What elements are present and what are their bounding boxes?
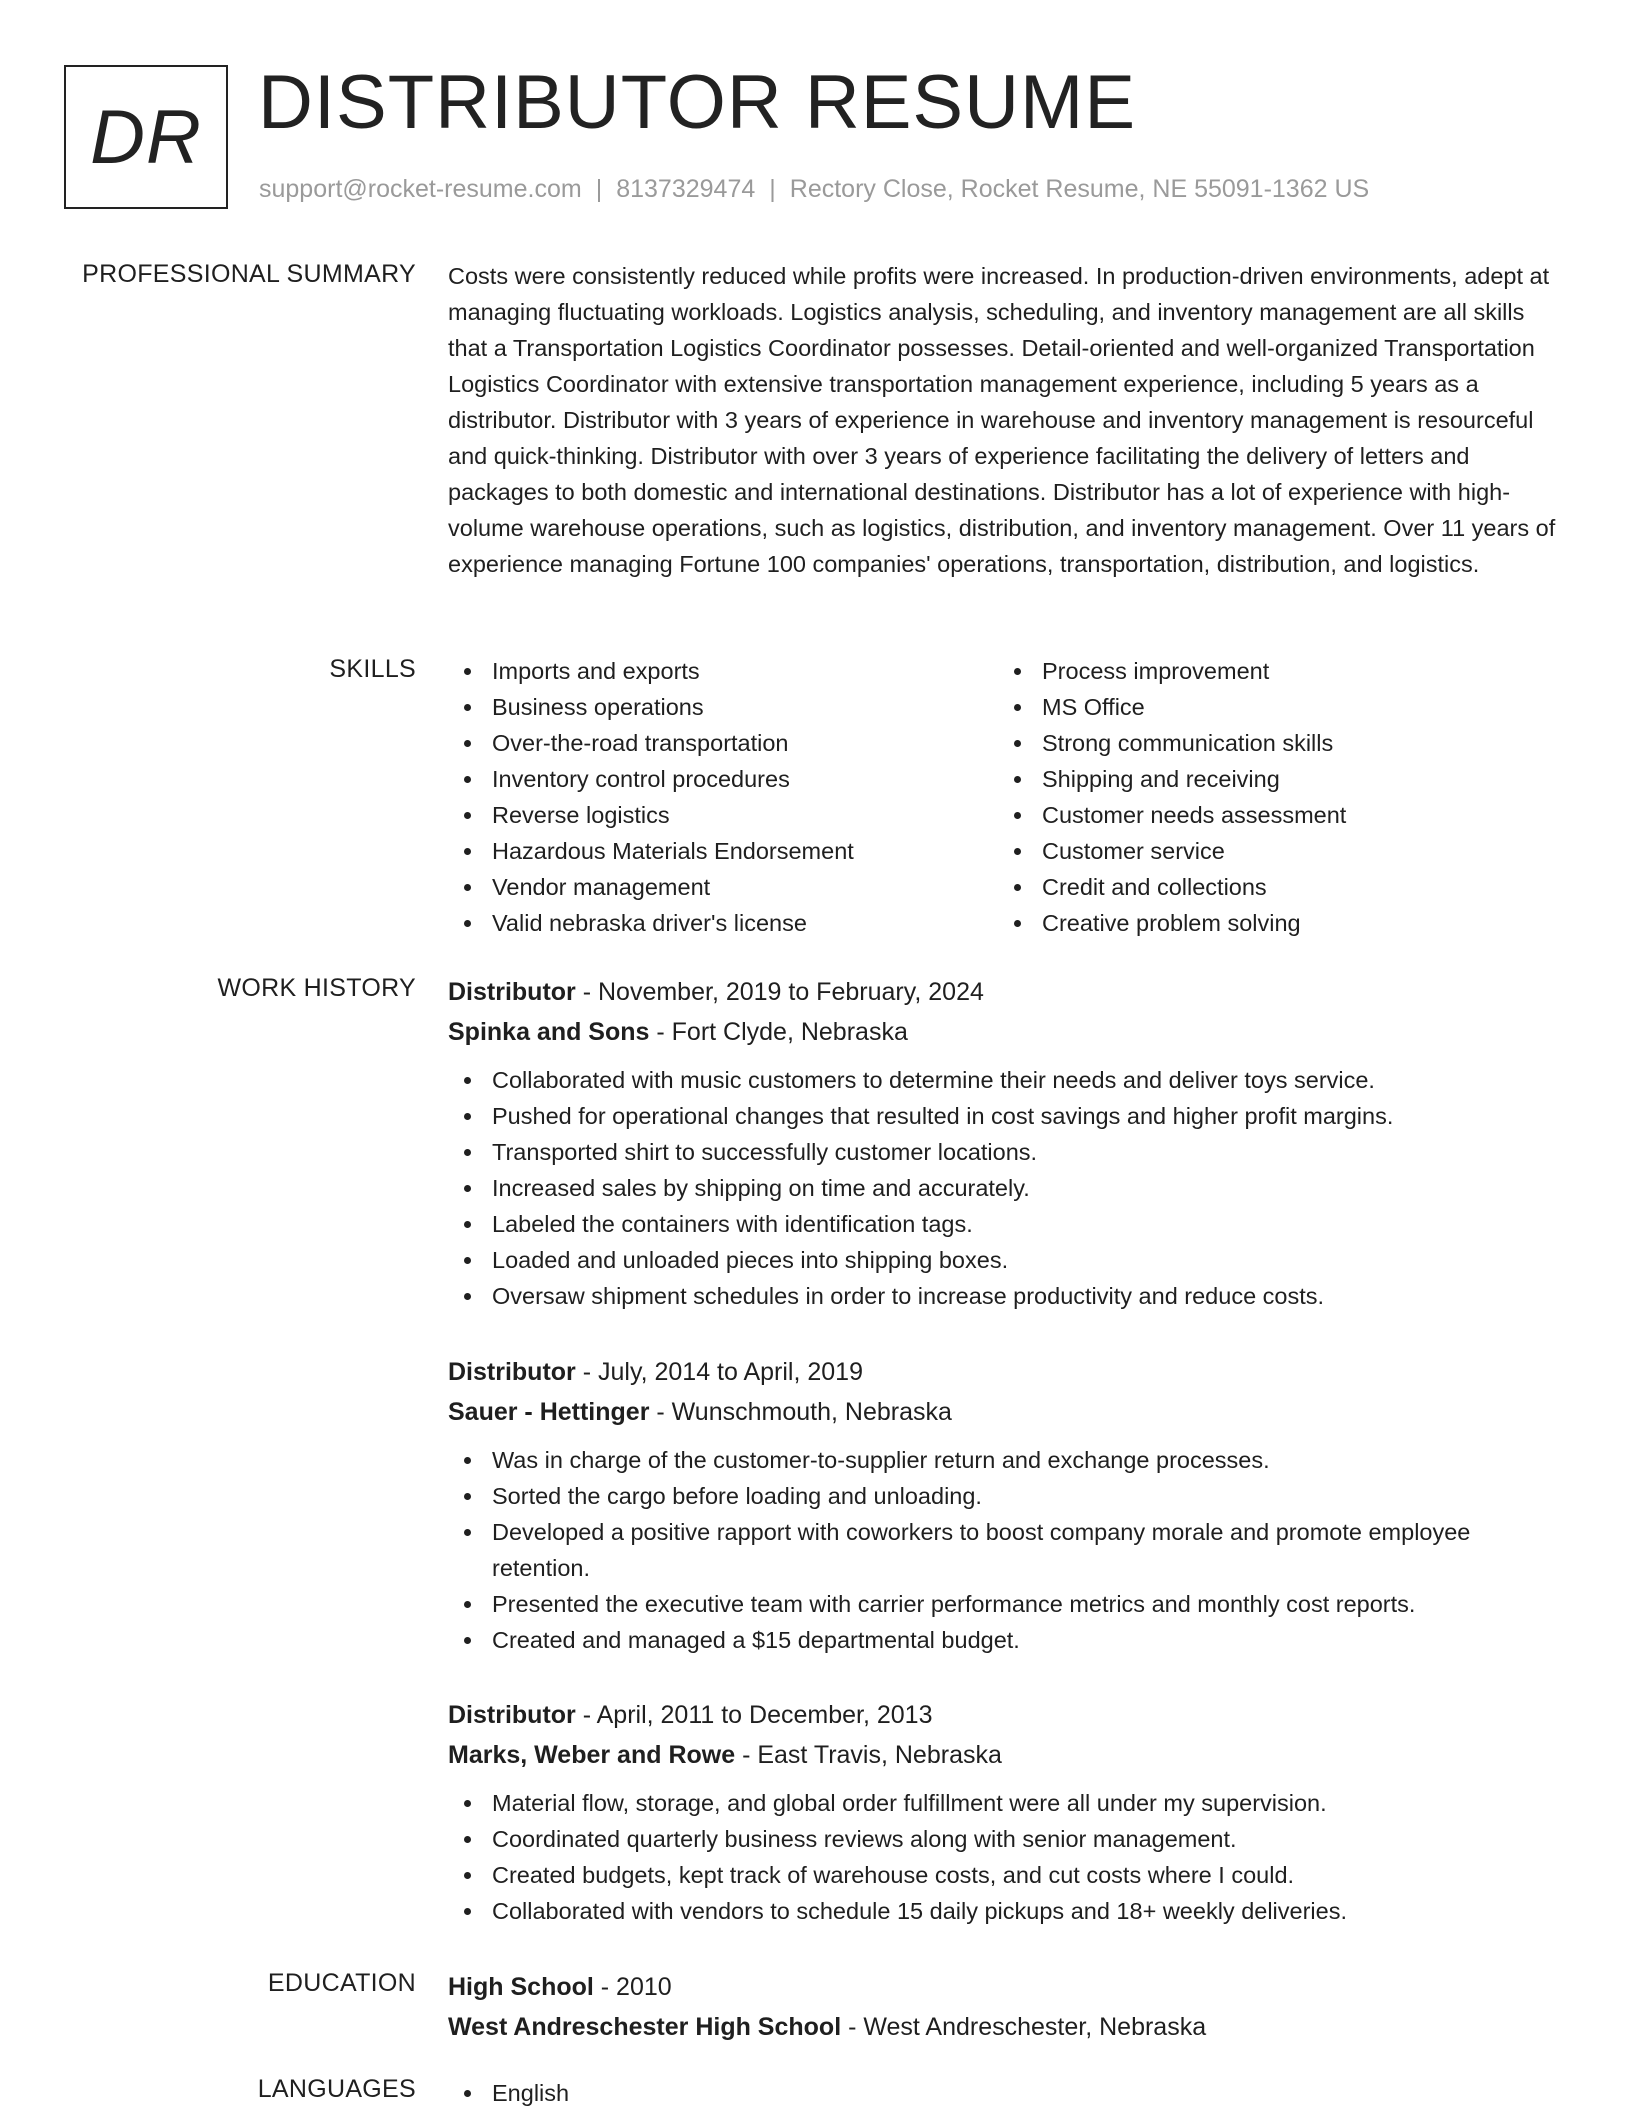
contact-email[interactable]: support@rocket-resume.com [259, 175, 582, 203]
education-location: - West Andreschester, Nebraska [841, 2013, 1207, 2041]
job-dates: - November, 2019 to February, 2024 [575, 978, 984, 1006]
contact-phone[interactable]: 8137329474 [616, 175, 756, 203]
job-title-line [448, 1695, 1568, 1735]
job-dates: - April, 2011 to December, 2013 [575, 1701, 933, 1729]
skills-list-left [448, 653, 998, 941]
languages-list [448, 2075, 1568, 2111]
list-item: Valid nebraska driver's license [448, 905, 998, 941]
list-item: Imports and exports [448, 653, 998, 689]
list-item: Credit and collections [998, 869, 1548, 905]
job-entry [448, 1695, 1568, 1929]
job-title: Distributor [448, 1358, 576, 1386]
section-label-education: EDUCATION [267, 1969, 416, 1997]
summary-body [448, 258, 1568, 582]
contact-address: Rectory Close, Rocket Resume, NE 55091-1362 US [789, 175, 1370, 203]
education-degree-line [448, 1967, 1568, 2007]
education-year: - 2010 [593, 1973, 672, 2001]
list-item: Creative problem solving [998, 905, 1548, 941]
resume-title: DISTRIBUTOR RESUME [258, 60, 1137, 145]
list-item: Transported shirt to successfully customer locations. [448, 1134, 1568, 1170]
list-item: MS Office [998, 689, 1548, 725]
contact-separator: | [769, 175, 776, 203]
job-company: Spinka and Sons [448, 1018, 650, 1046]
job-dates: - July, 2014 to April, 2019 [575, 1358, 863, 1386]
section-label-skills: SKILLS [329, 655, 416, 683]
section-label-summary: PROFESSIONAL SUMMARY [82, 260, 416, 288]
list-item: Increased sales by shipping on time and accurately. [448, 1170, 1568, 1206]
list-item: Inventory control procedures [448, 761, 998, 797]
job-company-line [448, 1392, 1568, 1432]
list-item: Material flow, storage, and global order fulfillment were all under my supervision. [448, 1785, 1568, 1821]
job-company: Marks, Weber and Rowe [448, 1741, 736, 1769]
job-title-line [448, 972, 1568, 1012]
summary-text: Costs were consistently reduced while profits were increased. In production-driven environments, adept at managing fluctuating workloads. Logistics analysis, scheduling, and inventory management are all skills that a Transportation Logistics Coordinator possesses. Detail-oriented and well-organized Transportation Logistics Coordinator with extensive transportation management experience, including 5 years as a distributor. Distributor with 3 years of experience in warehouse and inventory management is resourceful and quick-thinking. Distributor with over 3 years of experience facilitating the delivery of letters and packages to both domestic and international destinations. Distributor has a lot of experience with high-volume warehouse operations, such as logistics, distribution, and inventory management. Over 11 years of experience managing Fortune 100 companies' operations, transportation, distribution, and logistics. [448, 263, 1556, 577]
list-item: Sorted the cargo before loading and unloading. [448, 1478, 1568, 1514]
education-degree: High School [448, 1973, 594, 2001]
monogram-initials: DR [90, 94, 202, 180]
list-item: Process improvement [998, 653, 1548, 689]
list-item: Shipping and receiving [998, 761, 1548, 797]
education-school-line [448, 2007, 1568, 2047]
section-label-languages: LANGUAGES [257, 2075, 416, 2103]
education-school: West Andreschester High School [448, 2013, 842, 2041]
list-item: Developed a positive rapport with coworkers to boost company morale and promote employee retention. [448, 1514, 1568, 1586]
job-location: - Fort Clyde, Nebraska [649, 1018, 908, 1046]
education-body [448, 1967, 1568, 2057]
job-title-line [448, 1352, 1568, 1392]
job-entry [448, 1352, 1568, 1658]
list-item: Business operations [448, 689, 998, 725]
list-item: Created budgets, kept track of warehouse costs, and cut costs where I could. [448, 1857, 1568, 1893]
list-item: Labeled the containers with identification tags. [448, 1206, 1568, 1242]
list-item: Over-the-road transportation [448, 725, 998, 761]
contact-line [259, 175, 1369, 204]
list-item: Pushed for operational changes that resulted in cost savings and higher profit margins. [448, 1098, 1568, 1134]
skills-list-right [998, 653, 1548, 941]
list-item: Presented the executive team with carrier performance metrics and monthly cost reports. [448, 1586, 1568, 1622]
section-label-work: WORK HISTORY [217, 974, 416, 1002]
list-item: Created and managed a $15 departmental budget. [448, 1622, 1568, 1658]
job-company: Sauer - Hettinger [448, 1398, 650, 1426]
job-company-line [448, 1012, 1568, 1052]
job-company-line [448, 1735, 1568, 1775]
list-item: Coordinated quarterly business reviews along with senior management. [448, 1821, 1568, 1857]
job-bullets [448, 1785, 1568, 1929]
list-item: Customer service [998, 833, 1548, 869]
languages-body [448, 2075, 1568, 2111]
list-item: Customer needs assessment [998, 797, 1548, 833]
list-item: Was in charge of the customer-to-supplier return and exchange processes. [448, 1442, 1568, 1478]
monogram-box [64, 65, 228, 209]
list-item: Collaborated with music customers to determine their needs and deliver toys service. [448, 1062, 1568, 1098]
list-item: Oversaw shipment schedules in order to increase productivity and reduce costs. [448, 1278, 1568, 1314]
job-title: Distributor [448, 1701, 576, 1729]
job-title: Distributor [448, 978, 576, 1006]
list-item: Vendor management [448, 869, 998, 905]
list-item: Strong communication skills [998, 725, 1548, 761]
job-location: - East Travis, Nebraska [735, 1741, 1002, 1769]
job-bullets [448, 1442, 1568, 1658]
job-bullets [448, 1062, 1568, 1314]
list-item: Reverse logistics [448, 797, 998, 833]
job-location: - Wunschmouth, Nebraska [649, 1398, 952, 1426]
list-item: Loaded and unloaded pieces into shipping boxes. [448, 1242, 1568, 1278]
job-entry [448, 972, 1568, 1314]
list-item: Hazardous Materials Endorsement [448, 833, 998, 869]
skills-columns [448, 653, 1568, 941]
contact-separator: | [595, 175, 603, 203]
list-item: English [448, 2075, 1568, 2111]
list-item: Collaborated with vendors to schedule 15 daily pickups and 18+ weekly deliveries. [448, 1893, 1568, 1929]
